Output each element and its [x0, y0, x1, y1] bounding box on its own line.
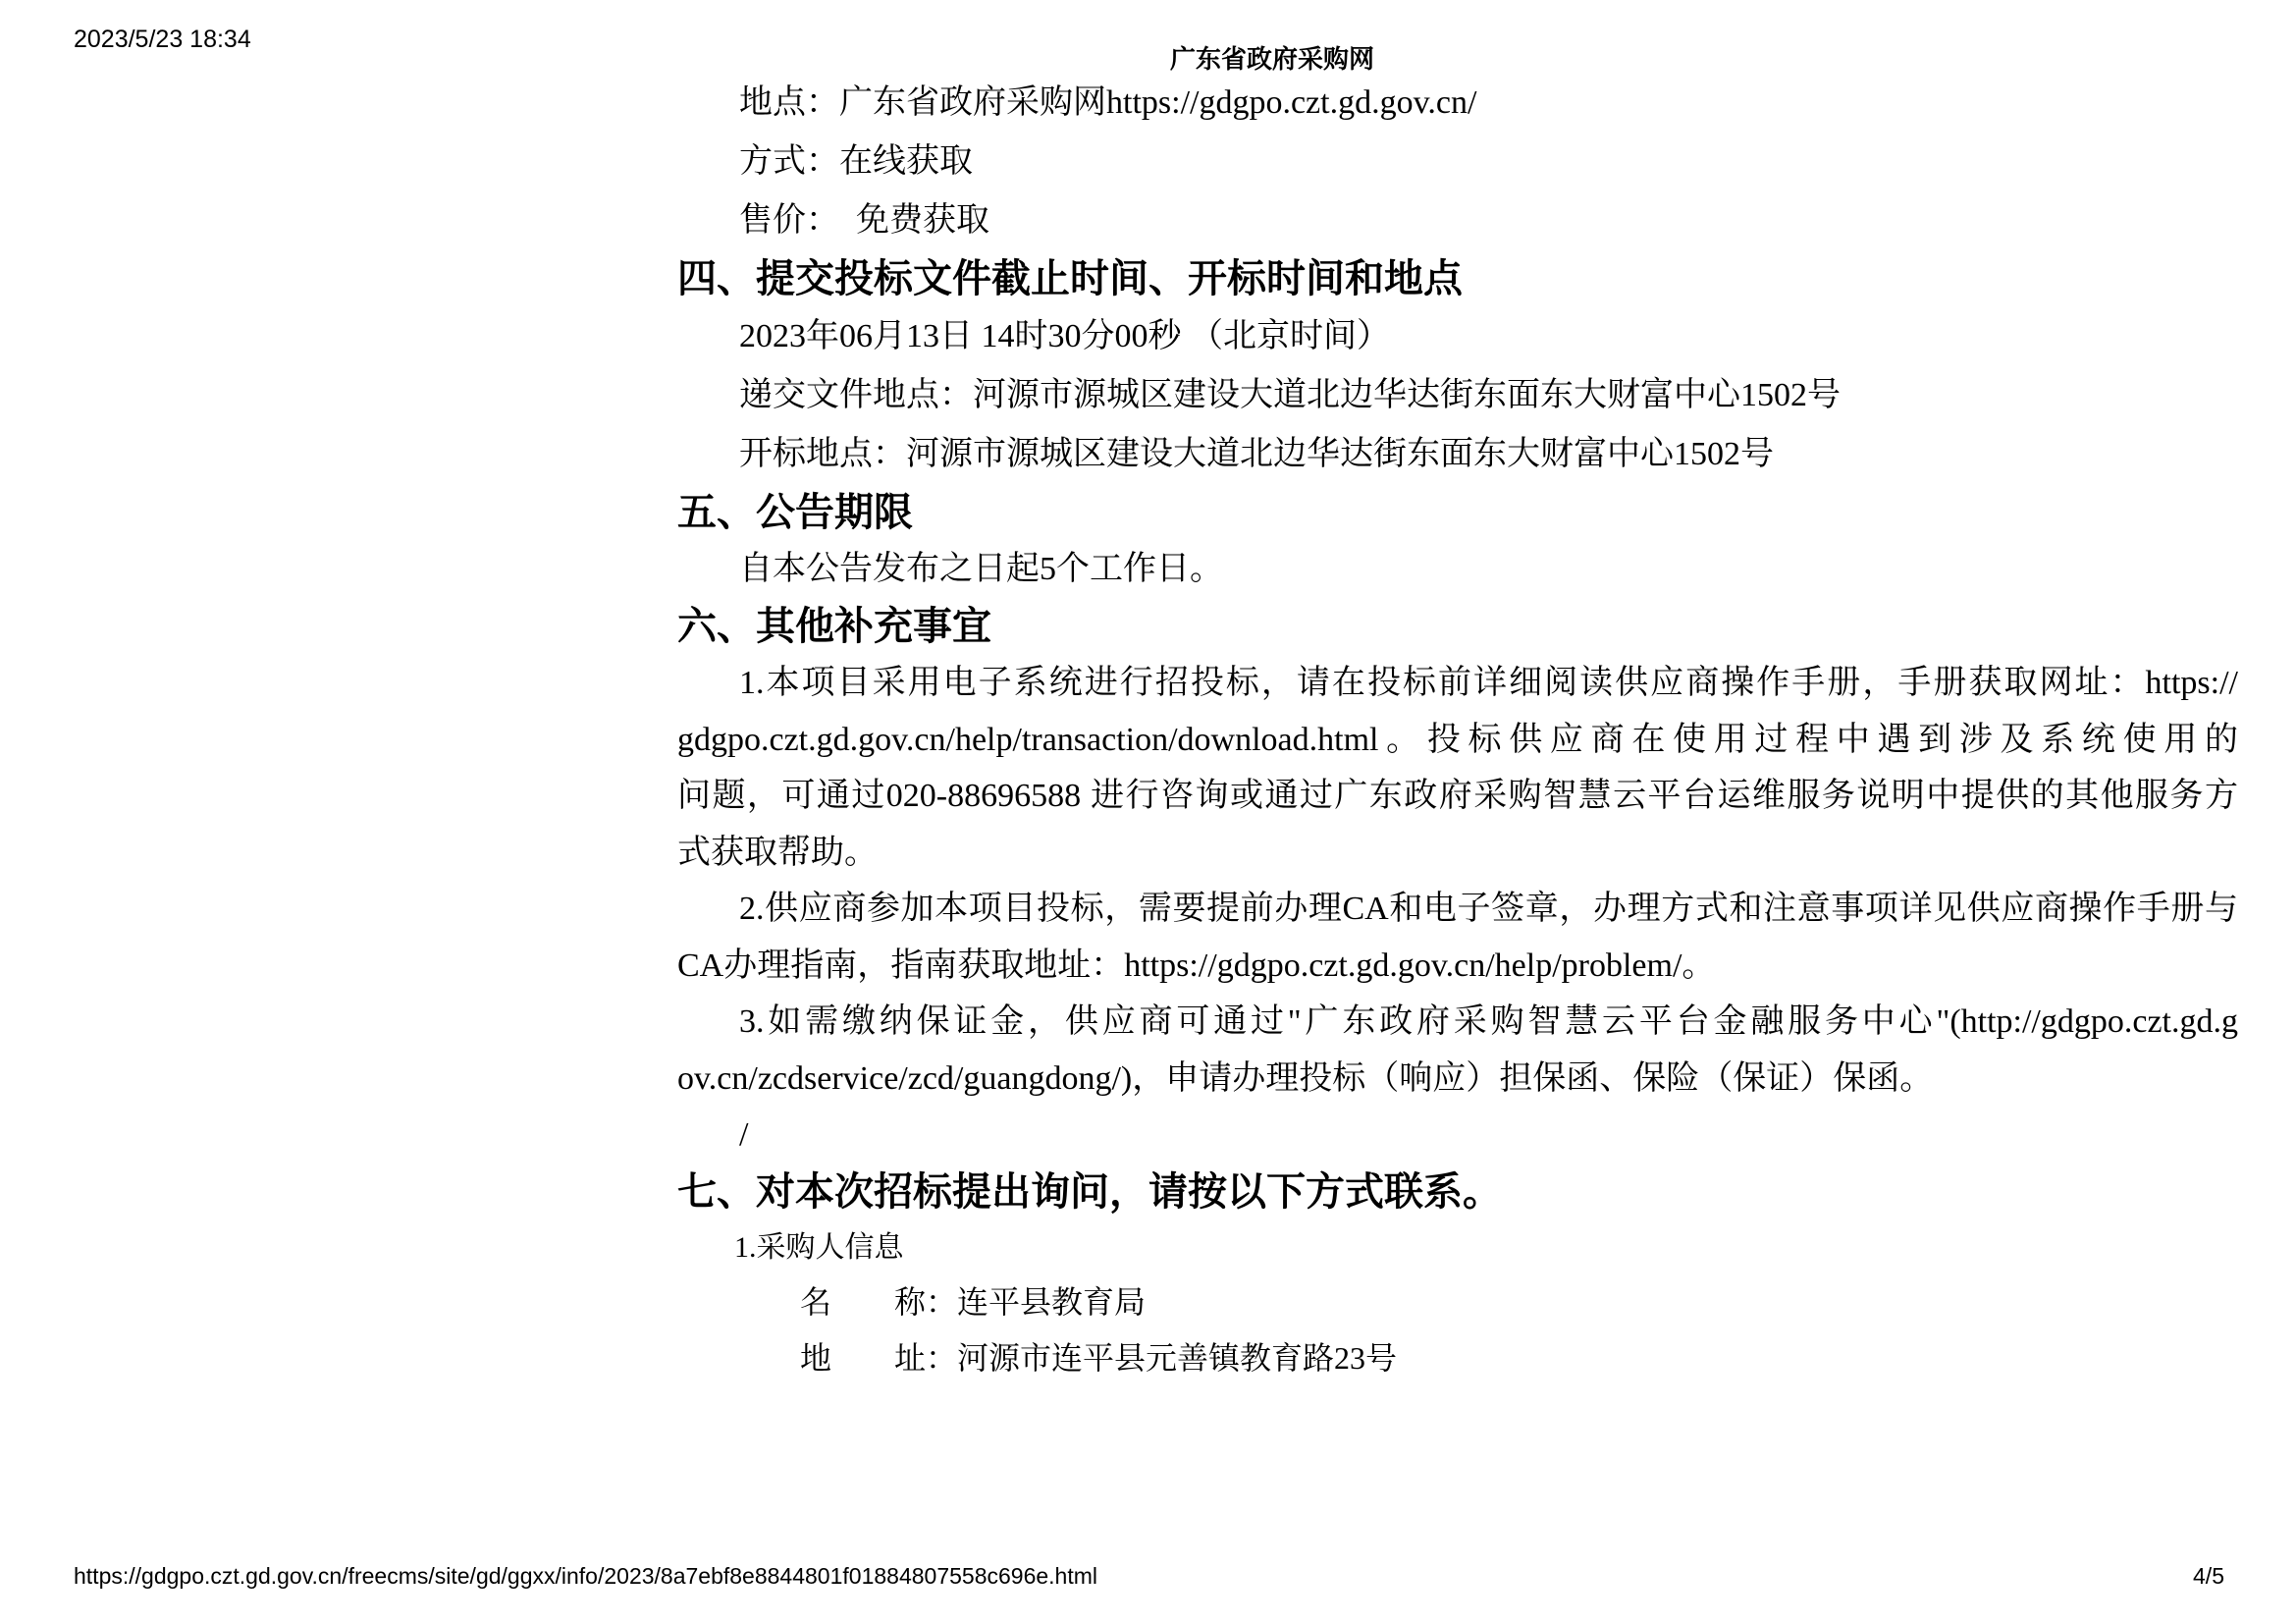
- paragraph-line: CA办理指南，指南获取地址：https://gdgpo.czt.gd.gov.cn/help/problem/。: [677, 947, 1716, 984]
- slash-placeholder-line: /: [739, 1116, 749, 1153]
- supplement-paragraph-2: [677, 881, 2238, 994]
- purchaser-name-line: 名 称：连平县教育局: [800, 1283, 1147, 1320]
- paragraph-line: 3.如需缴纳保证金，供应商可通过"广东政府采购智慧云平台金融服务中心"(http://gdgpo.czt.gd.g: [739, 1003, 2238, 1040]
- purchaser-info-label: 1.采购人信息: [734, 1230, 904, 1264]
- site-title: 广东省政府采购网: [1169, 44, 1375, 74]
- page-indicator: 4/5: [2193, 1563, 2224, 1589]
- footer-url: https://gdgpo.czt.gd.gov.cn/freecms/site/gd/ggxx/info/2023/8a7ebf8e8844801f01884807558c696e.html: [74, 1563, 1097, 1589]
- acquire-location-line: 地点：广东省政府采购网https://gdgpo.czt.gd.gov.cn/: [739, 84, 1477, 121]
- section6-heading: 六、其他补充事宜: [677, 604, 991, 648]
- section4-heading: 四、提交投标文件截止时间、开标时间和地点: [677, 256, 1463, 300]
- submit-place-line: 递交文件地点：河源市源城区建设大道北边华达街东面东大财富中心1502号: [739, 377, 1841, 413]
- print-timestamp: 2023/5/23 18:34: [74, 26, 251, 53]
- print-header: [74, 26, 2224, 74]
- purchaser-address-line: 地 址：河源市连平县元善镇教育路23号: [800, 1339, 1398, 1376]
- paragraph-line: 2.供应商参加本项目投标，需要提前办理CA和电子签章，办理方式和注意事项详见供应商操作手册与: [739, 891, 2238, 927]
- paragraph-line: 式获取帮助。: [677, 834, 878, 871]
- open-place-line: 开标地点：河源市源城区建设大道北边华达街东面东大财富中心1502号: [739, 436, 1774, 472]
- print-footer: [74, 1563, 2224, 1593]
- paragraph-line: ov.cn/zcdservice/zcd/guangdong/)，申请办理投标（响应）担保函、保险（保证）保函。: [677, 1059, 1934, 1097]
- paragraph-line: 问题，可通过020-88696588 进行咨询或通过广东政府采购智慧云平台运维服务说明中提供的其他服务方: [677, 778, 2238, 814]
- document-body: [677, 74, 2238, 1386]
- acquire-method-line: 方式：在线获取: [739, 143, 973, 180]
- paragraph-line: gdgpo.czt.gd.gov.cn/help/transaction/download.html。投标供应商在使用过程中遇到涉及系统使用的: [677, 721, 2238, 758]
- section4-items: [677, 307, 2238, 484]
- paragraph-line: 1.本项目采用电子系统进行招投标，请在投标前详细阅读供应商操作手册，手册获取网址：https://: [739, 665, 2238, 701]
- section5-heading: 五、公告期限: [677, 490, 913, 534]
- supplement-paragraph-1: [677, 655, 2238, 881]
- acquire-price-line: 售价： 免费获取: [739, 202, 989, 239]
- supplement-paragraph-3: [677, 994, 2238, 1107]
- section7-heading: 七、对本次招标提出询问，请按以下方式联系。: [677, 1168, 1502, 1214]
- notice-period-line: 自本公告发布之日起5个工作日。: [739, 551, 1223, 587]
- bid-deadline-line: 2023年06月13日 14时30分00秒 （北京时间）: [739, 318, 1390, 354]
